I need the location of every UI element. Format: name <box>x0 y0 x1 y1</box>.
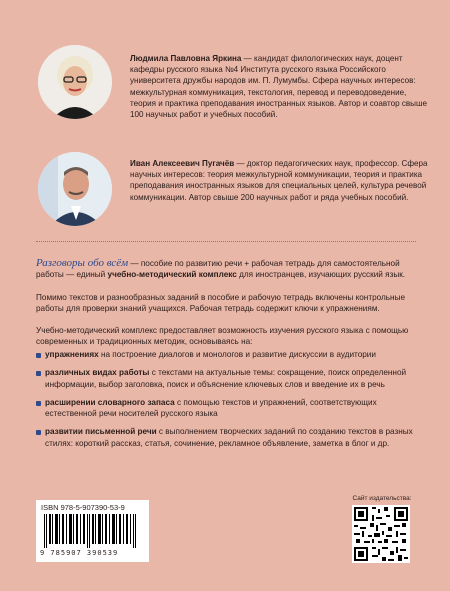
author-bio: — кандидат филологических наук, доцент кафедры русского языка №4 Института русского языка Российского университета дружбы народов им. П. Лумумбы. Сфера научных интересов: межкультурная коммуникация, текстология, перевод и переводоведение, теория и практика преподавания иностранных языков. Автор и соавтор свыше 100 научных работ и учебных пособий. <box>130 54 427 120</box>
author-photo <box>38 152 112 226</box>
book-intro <box>36 258 420 281</box>
section-divider <box>36 241 416 242</box>
list-item <box>36 349 420 360</box>
list-item-bold: развитии письменной речи <box>45 427 157 437</box>
book-title: Разговоры обо всём <box>36 257 129 269</box>
list-item-text: на построение диалогов и монологов и развитие дискуссии в аудитории <box>98 350 376 359</box>
feature-list <box>36 349 420 449</box>
isbn-barcode <box>36 500 149 562</box>
author-photo <box>38 45 112 119</box>
list-item-bold: упражнениях <box>45 350 99 359</box>
intro-bold: учебно-методический комплекс <box>107 270 237 280</box>
list-item-bold: различных видах работы <box>45 368 150 378</box>
list-item-text: с текстами на актуальные темы: сокращение, поиск определенной информации, выбор заголовка, поиск и объяснение ключевых слов и введение их в речь <box>45 368 407 389</box>
barcode-digits: 9 785907 390539 <box>40 549 119 557</box>
paragraph-contents: Помимо текстов и разнообразных заданий в пособие и рабочую тетрадь включены контрольные работы для проверки знаний учащихся. Рабочая тетрадь содержит ключи к упражнениям. <box>36 293 406 314</box>
list-item <box>36 367 420 390</box>
qr-caption: Сайт издательства: <box>352 495 412 502</box>
list-item <box>36 426 420 449</box>
barcode-bars <box>42 514 142 548</box>
list-item-text: с выполнением творческих заданий по созданию текстов в разных стилях: короткий рассказ, статья, сочинение, рекламное объявление, заметка в блог и др. <box>45 427 413 448</box>
list-item-text: с помощью текстов и упражнений, соответствующих естественной речи носителей русского языка <box>45 397 377 419</box>
paragraph-methods: Учебно-методический комплекс предоставляет возможность изучения русского языка с помощью современных и традиционных методик, основываясь на: <box>36 326 409 347</box>
author-bio: — доктор педагогических наук, профессор. Сфера научных интересов: теория межкультурной коммуникации, теория и практика преподавания иностранных языков для специальных целей, культура речевой коммуникации. Автор свыше 200 научных работ и ряда учебных пособий. <box>130 159 428 202</box>
intro-text-1: — пособие по развитию речи + рабочая тетрадь для самостоятельной работы — единый <box>36 259 400 280</box>
author-name: Иван Алексеевич Пугачёв <box>130 159 235 168</box>
list-item-bold: расширении словарного запаса <box>45 397 175 407</box>
list-item <box>36 397 420 420</box>
isbn-label: ISBN 978-5-907390-53-9 <box>41 503 125 512</box>
qr-code[interactable] <box>352 505 410 563</box>
qr-code-icon <box>352 505 410 563</box>
author-name: Людмила Павловна Яркина <box>130 54 242 63</box>
intro-text-2: для иностранцев, изучающих русский язык. <box>236 270 406 280</box>
